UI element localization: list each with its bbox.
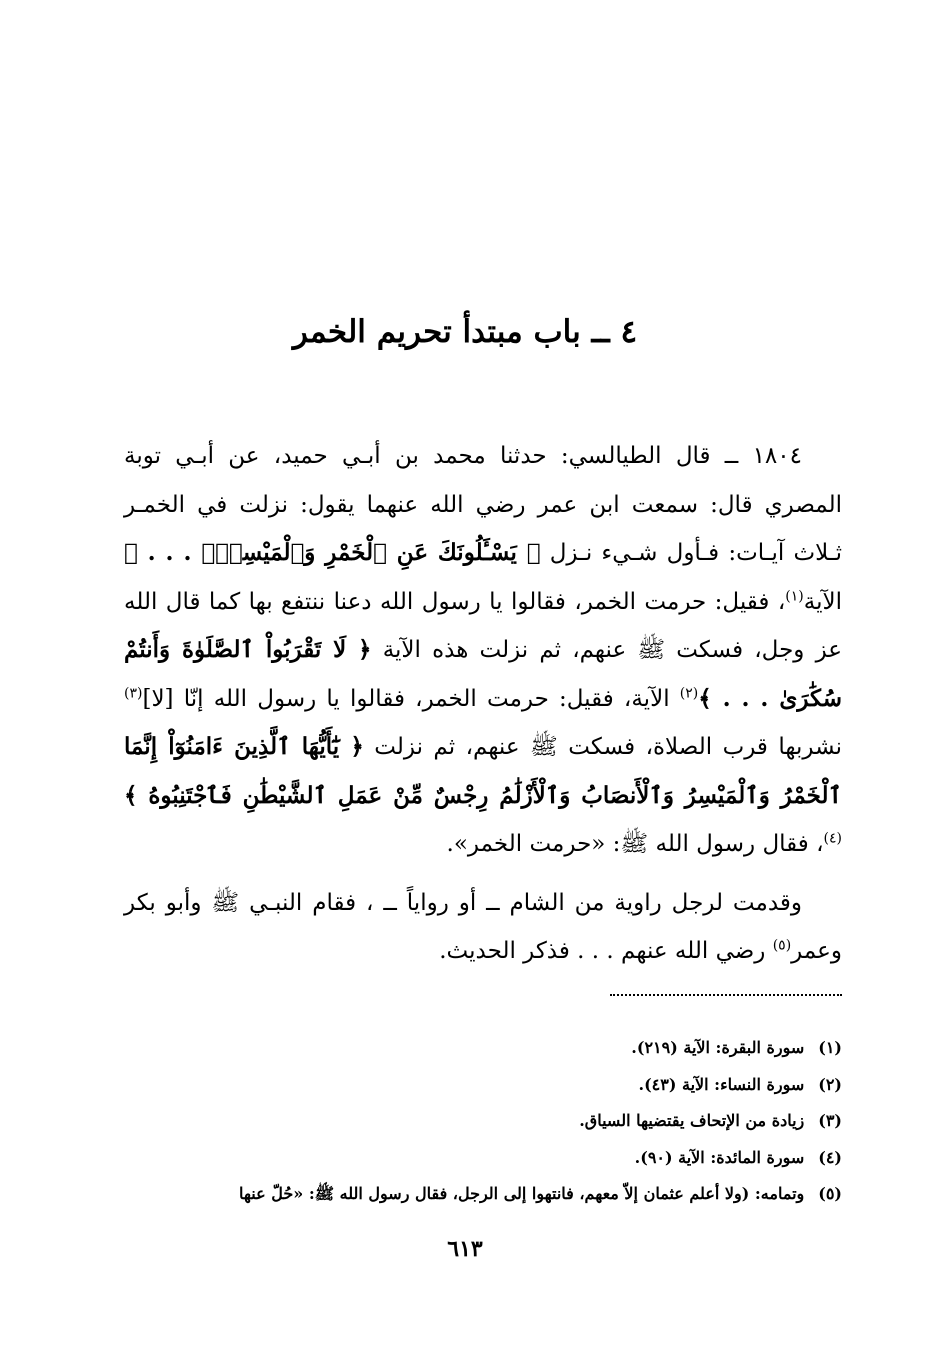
page-number: ٦١٣: [447, 1236, 483, 1262]
hadith-text: الآية: [803, 588, 842, 615]
footnote-marker: (٣): [124, 684, 143, 701]
footnote-text: وتمامه: (ولا أعلم عثمان إلاّ معهم، فانتهوا إلى الرجل، فقال رسول الله ﷺ: «حُلّ عنها: [239, 1184, 805, 1203]
footnote-marker: (٢): [679, 684, 699, 701]
footnote-item: [124, 1103, 842, 1140]
footnote-number: (٥): [818, 1184, 842, 1203]
quran-verse: ﴿ يَسْـَٔلُونَكَ عَنِ ٱلْخَمْرِ وَٱلْمَيْسِرِۖ . . . ﴾: [124, 539, 541, 566]
hadith-text: الآية، فقيل: حرمت الخمر، فقالوا يا رسول الله إنّا [لا]: [142, 685, 680, 712]
quran-verse: ﴿ لَا تَقْرَبُواْ ٱلصَّلَوٰةَ وَأَنتُمْ سُكَٰرَىٰ . . . ﴾: [124, 636, 842, 712]
footnote-item: [124, 1176, 842, 1213]
footnote-text: سورة النساء: الآية (٤٣).: [638, 1074, 805, 1094]
footnotes: [124, 1030, 842, 1213]
hadith-text: ١٨٠٤ ــ قال الطيالسي: حدثنا محمد بن أبـي حميد، عن أبـي توبة المصري قال: سمعت ابن عمر رضي الله عنهما يقول: نزلت في الخمـر ثـلاث آيـات: فـأول شـيء نـزل: [124, 443, 842, 566]
footnote-text: زيادة من الإتحاف يقتضيها السياق.: [579, 1111, 805, 1130]
hadith-text: ، فقيل: حرمت الخمر، فقالوا يا رسول الله دعنا ننتفع بها كما قال الله عز وجل، فسكت ﷺ عنهم، ثم نزلت هذه الآية: [124, 588, 842, 663]
hadith-text: نشربها قرب الصلاة، فسكت ﷺ عنهم، ثم نزلت: [363, 734, 842, 760]
footnote-number: (٢): [818, 1074, 842, 1094]
footnote-text: سورة البقرة: الآية (٢١٩).: [631, 1038, 805, 1057]
chapter-title: ٤ ــ باب مبتدأ تحريم الخمر: [292, 314, 638, 350]
footnote-number: (٤): [818, 1147, 842, 1167]
footnote-marker: (٤): [823, 830, 842, 847]
footnote-text: سورة المائدة: الآية (٩٠).: [634, 1147, 805, 1167]
hadith-text: رضي الله عنهم . . . فذكر الحديث.: [439, 938, 773, 964]
footnote-divider: [610, 994, 842, 996]
hadith-paragraph-1: [124, 432, 842, 869]
footnote-item: [124, 1067, 842, 1104]
quran-verse: ﴿ يَٰٓأَيُّهَا ٱلَّذِينَ ءَامَنُوٓاْ إِنَّمَا ٱلْخَمْرُ وَٱلْمَيْسِرُ وَٱلْأَنصَابُ وَٱلْأَزْلَٰمُ رِجْسٌ مِّنْ عَمَلِ ٱلشَّيْطَٰنِ فَٱجْتَنِبُوهُ ﴾: [124, 733, 842, 809]
hadith-text: ، فقال رسول الله ﷺ: «حرمت الخمر».: [446, 831, 824, 857]
hadith-text: وقدمت لرجل راوية من الشام ــ أو رواياً ــ ، فقام النبـي ﷺ وأبو بكر وعمر: [124, 889, 842, 964]
footnote-marker: (٥): [772, 937, 792, 954]
footnote-number: (١): [818, 1038, 842, 1057]
footnote-marker: (١): [785, 587, 804, 604]
footnote-number: (٣): [818, 1111, 842, 1130]
hadith-body: [124, 432, 842, 976]
footnote-item: [124, 1030, 842, 1067]
hadith-paragraph-2: [124, 879, 842, 976]
footnote-item: [124, 1140, 842, 1177]
